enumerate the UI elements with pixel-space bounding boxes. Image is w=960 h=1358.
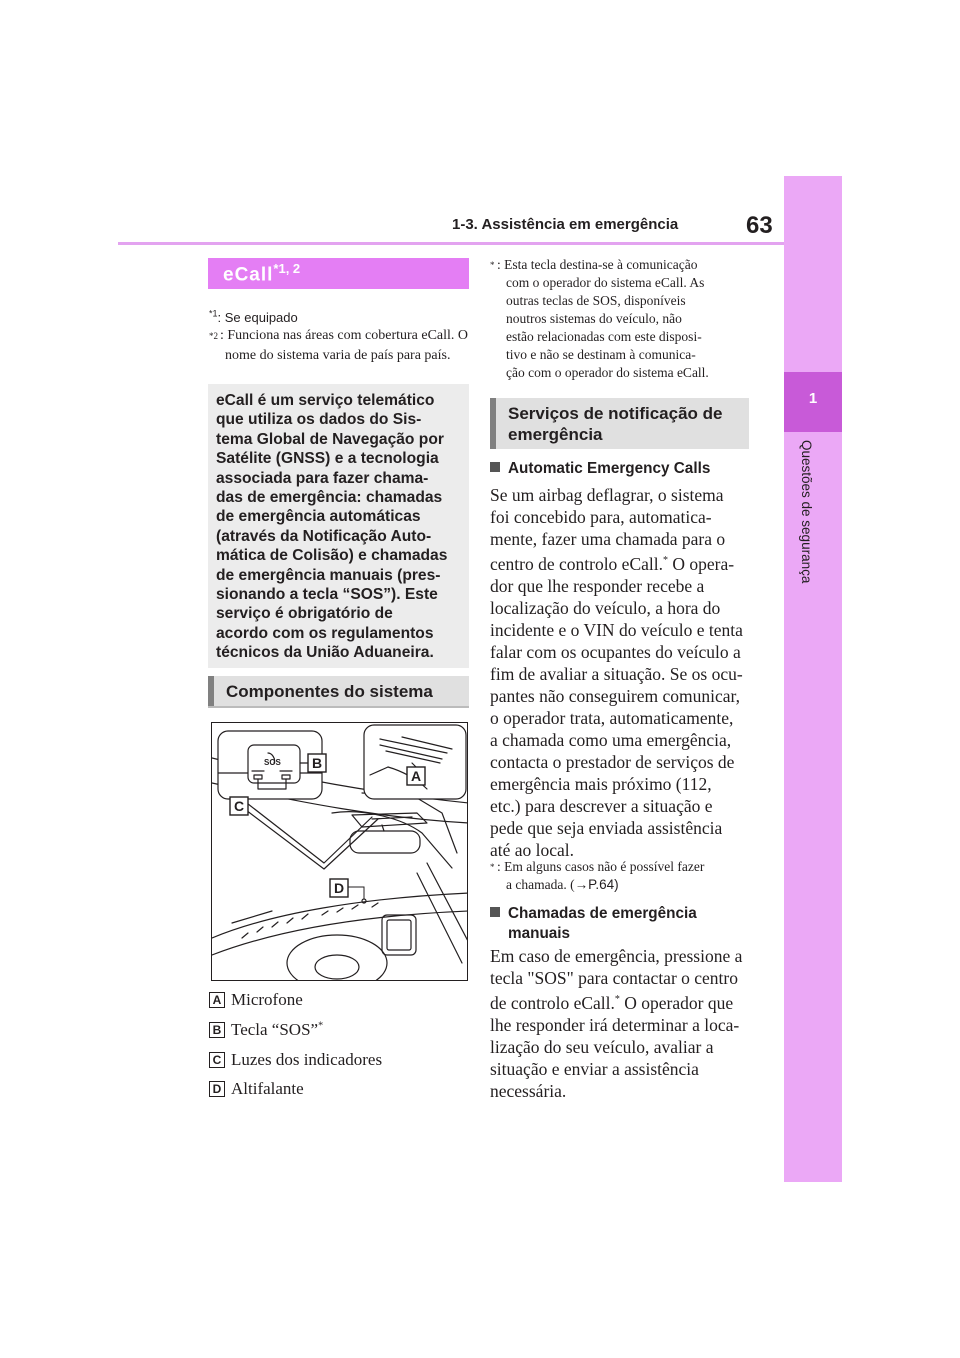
body-line: necessária. [490, 1080, 567, 1101]
summary-line: (através da Notificação Auto- [216, 527, 432, 545]
legend-label-b: Tecla “SOS” [231, 1020, 319, 1039]
chapter-label: Questões de segurança [799, 440, 814, 584]
ecall-heading [208, 258, 469, 289]
body-line: tecla "SOS" para contactar o centro [490, 968, 738, 988]
ecall-heading-title: eCall [223, 264, 274, 286]
services-heading-line: Serviços de notificação de [508, 404, 723, 423]
body-line: lização do seu veículo, avaliar a [490, 1036, 714, 1057]
footnote-2 [209, 326, 471, 366]
body-line [490, 989, 760, 1014]
body-line: fim de avaliar a situação. Se os ocu- [490, 663, 743, 684]
header-rule [118, 242, 784, 245]
legend-key-a: A [209, 992, 225, 1008]
legend-key-d: D [209, 1081, 225, 1097]
legend-label-c: Luzes dos indicadores [231, 1050, 383, 1069]
page-reference-link[interactable]: P.64) [588, 877, 619, 892]
automatic-calls-body [490, 484, 760, 861]
summary-line: Satélite (GNSS) e a tecnologia [216, 450, 439, 468]
sos-footnote-line: estão relacionadas com este disposi- [506, 329, 702, 344]
bullet-square-icon [490, 462, 500, 472]
body-line: pantes não conseguirem comunicar, [490, 685, 741, 706]
body-line [490, 550, 760, 575]
services-heading-line: emergência [508, 425, 603, 444]
bullet-square-icon [490, 907, 500, 917]
body-line: falar com os ocupantes do veículo a [490, 641, 741, 662]
legend-item-b [209, 1020, 323, 1040]
manual-calls-title: Chamadas de emergência [508, 905, 697, 922]
body-line: mente, fazer uma chamada para o [490, 529, 726, 549]
sos-footnote-line: : Esta tecla destina-se à comunicação [497, 257, 698, 272]
summary-line: serviço é obrigatório de [216, 605, 393, 623]
ecall-heading-sup: *1, 2 [273, 261, 301, 276]
callout-a [407, 767, 425, 785]
body-line-sup: * [614, 994, 620, 1005]
automatic-calls-heading [490, 459, 710, 479]
chapter-number: 1 [808, 390, 818, 407]
body-line: Se um airbag deflagrar, o sistema [490, 485, 724, 505]
body-line: situação e enviar a assistência [490, 1058, 699, 1079]
sos-footnote-marker: * [490, 260, 495, 270]
summary-line: acordo com os regulamentos [216, 624, 434, 642]
summary-line: das de emergência: chamadas [216, 489, 443, 507]
manual-calls-heading [490, 904, 760, 944]
body-line: Em caso de emergência, pressione a [490, 946, 743, 966]
components-heading: Componentes do sistema [208, 676, 469, 706]
body-line: contacta o prestador de serviços de [490, 751, 735, 772]
summary-line: que utiliza os dados do Sis- [216, 411, 422, 429]
summary-line: associada para fazer chama- [216, 469, 429, 487]
sos-key-label: SOS [264, 758, 281, 767]
summary-line: mática de Colisão) e chamadas [216, 547, 448, 565]
page-number: 63 [746, 212, 773, 239]
note-line: : Em alguns casos não é possível fazer [497, 859, 705, 874]
sos-footnote-line: tivo e não se destinam à comunica- [506, 347, 696, 362]
legend-item-d [209, 1079, 304, 1099]
svg-text:D: D [334, 880, 345, 896]
summary-line: de emergência manuais (pres- [216, 566, 441, 584]
legend-label-a: Microfone [231, 990, 303, 1009]
automatic-calls-note [490, 858, 760, 894]
sos-footnote-line: ção com o operador do sistema eCall. [506, 365, 709, 380]
system-diagram [211, 722, 468, 981]
svg-text:C: C [234, 798, 245, 814]
callout-d [330, 879, 348, 897]
components-rule [208, 706, 469, 708]
legend-key-c: C [209, 1052, 225, 1068]
body-line: etc.) para descrever a situação e [490, 795, 713, 816]
body-line: até ao local. [490, 839, 575, 860]
legend-item-c [209, 1050, 382, 1070]
sos-footnote-line: noutros sistemas do veículo, não [506, 311, 682, 326]
section-title: 1-3. Assistência em emergência [452, 216, 679, 233]
body-line-sup: * [663, 555, 668, 566]
summary-line: de emergência automáticas [216, 508, 421, 526]
sos-footnote-line: com o operador do sistema eCall. As [506, 275, 705, 290]
footnote-1-marker: *1 [209, 309, 218, 319]
body-line: a chamada como uma emergência, [490, 729, 732, 750]
summary-line: eCall é um serviço telemático [216, 392, 435, 409]
body-line-tail: O opera- [668, 553, 735, 574]
sos-footnote [490, 256, 760, 382]
manual-calls-title-2: manuais [508, 925, 571, 942]
body-line: incidente e o VIN do veículo e tenta [490, 619, 743, 640]
summary-line: sionando a tecla “SOS”). Este [216, 586, 438, 604]
body-line-tail: O operador que [619, 992, 734, 1013]
body-line: emergência mais próximo (112, [490, 773, 712, 794]
legend-item-a [209, 990, 303, 1010]
chapter-tab [784, 176, 842, 1182]
body-line: o operador trata, automaticamente, [490, 707, 734, 728]
automatic-calls-title: Automatic Emergency Calls [508, 460, 711, 477]
callout-b [308, 754, 326, 772]
manual-calls-body [490, 945, 760, 1102]
svg-text:A: A [411, 768, 422, 784]
svg-text:B: B [312, 755, 323, 771]
legend-sup-b: * [318, 1020, 324, 1032]
callout-c [230, 797, 248, 815]
body-line-text: de controlo eCall. [490, 992, 615, 1013]
summary-box [208, 384, 469, 668]
summary-line: técnicos da União Aduaneira. [216, 644, 434, 662]
legend-key-b: B [209, 1022, 225, 1038]
footnote-2-marker: *2 [209, 331, 218, 341]
car-interior-illustration [212, 723, 468, 981]
legend-label-d: Altifalante [231, 1079, 304, 1098]
body-line: lhe responder irá determinar a loca- [490, 1014, 740, 1035]
body-line: pede que seja enviada assistência [490, 817, 723, 838]
arrow-right-icon: → [574, 877, 589, 892]
body-line: localização do veículo, a hora do [490, 597, 721, 618]
sos-footnote-line: outras teclas de SOS, disponíveis [506, 293, 686, 308]
footnote-1-text: : Se equipado [217, 310, 298, 326]
body-line: foi concebido para, automatica- [490, 507, 712, 527]
note-line: a chamada. ( [506, 877, 575, 892]
body-line-text: centro de controlo eCall. [490, 553, 663, 574]
body-line: dor que lhe responder recebe a [490, 575, 705, 596]
note-marker: * [490, 862, 495, 872]
summary-line: tema Global de Navegação por [216, 430, 444, 448]
services-heading [490, 398, 749, 449]
footnote-2-text: : Funciona nas áreas com cobertura eCall. O nome do sistema varia de país para país. [220, 328, 469, 363]
